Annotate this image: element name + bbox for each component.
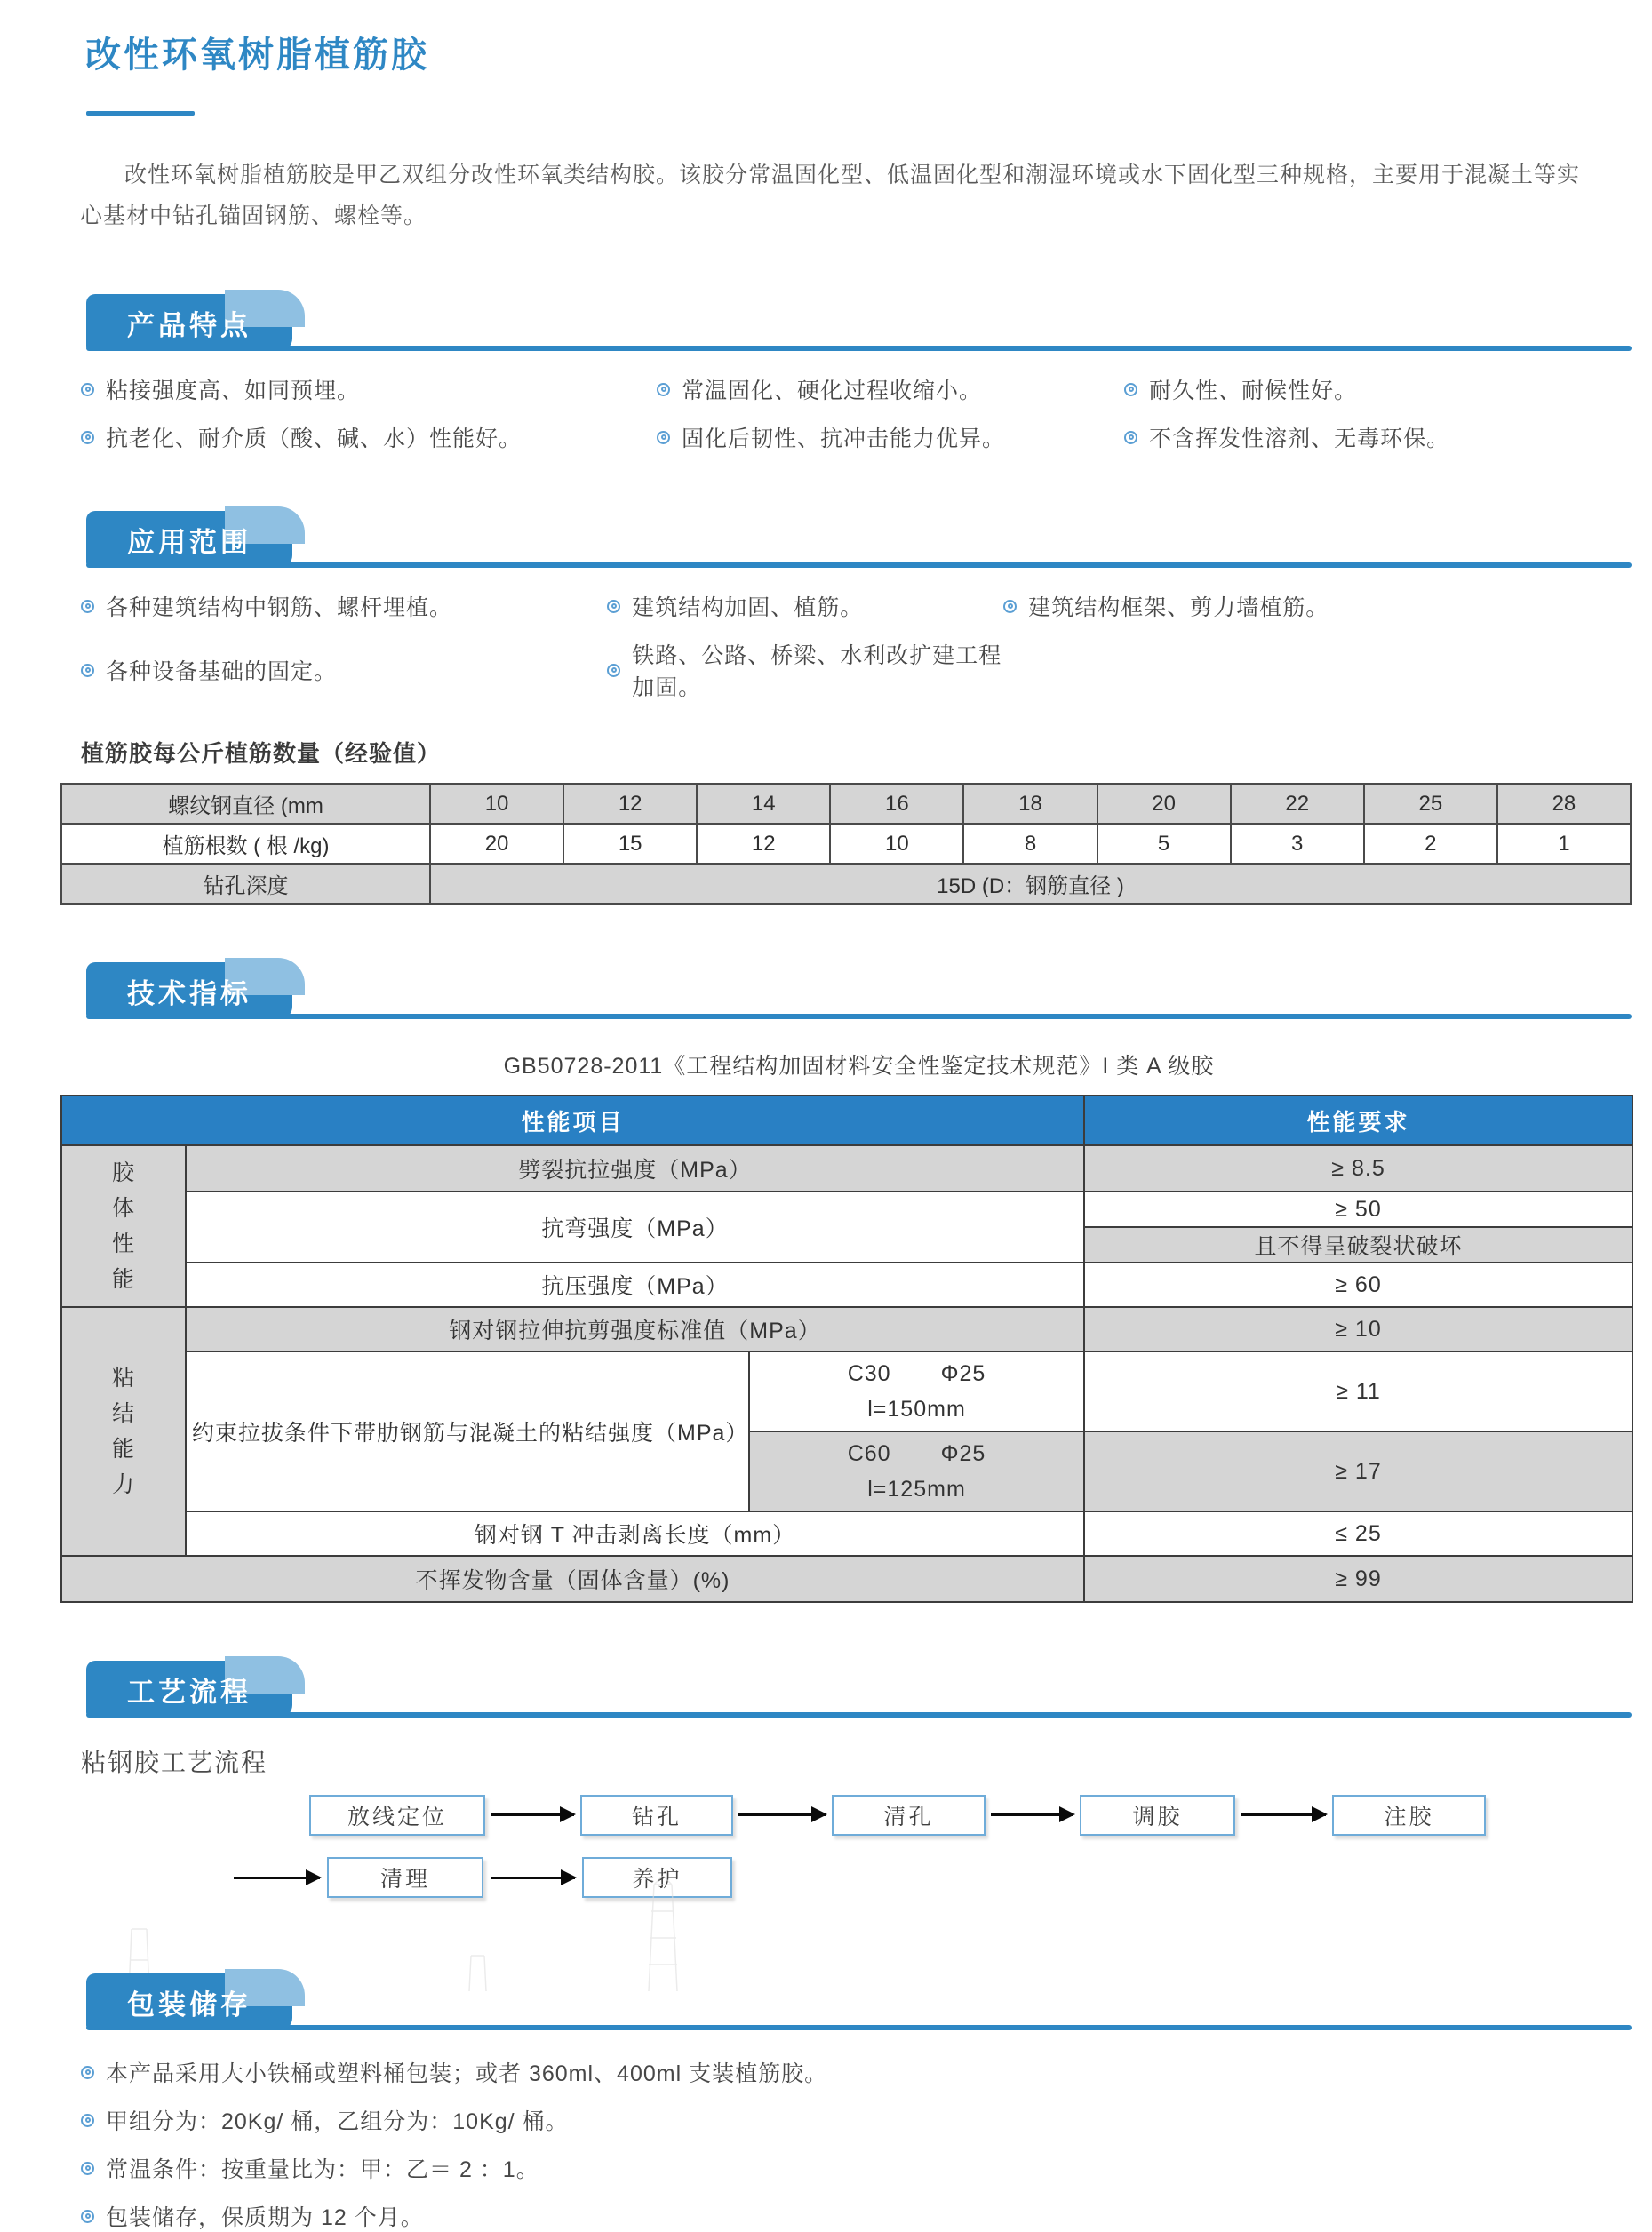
flow-step-box: 清理	[327, 1857, 483, 1898]
cell: 3	[1231, 824, 1364, 864]
packaging-text: 本产品采用大小铁桶或塑料桶包装；或者 360ml、400ml 支装植筋胶。	[106, 2061, 828, 2086]
ring-bullet-icon	[607, 600, 620, 613]
application-item	[1003, 590, 1629, 622]
page-title: 改性环氧树脂植筋胶	[85, 36, 429, 75]
packaging-badge	[86, 1973, 292, 2030]
packaging-item	[81, 2104, 1629, 2136]
cell: 16	[830, 784, 963, 824]
requirement-value: ≥ 50	[1084, 1192, 1632, 1227]
ring-bullet-icon	[81, 600, 94, 613]
specs-row	[61, 1307, 1632, 1351]
ring-bullet-icon	[657, 431, 670, 444]
row-label: 植筋根数 ( 根 /kg)	[61, 824, 430, 864]
packaging-text: 甲组分为：20Kg/ 桶，乙组分为：10Kg/ 桶。	[106, 2109, 569, 2134]
cell: 15	[563, 824, 697, 864]
cell: 25	[1364, 784, 1497, 824]
specs-header-row	[61, 1096, 1632, 1145]
packaging-item	[81, 2152, 1629, 2184]
requirement-value: ≥ 60	[1084, 1263, 1632, 1307]
application-item	[607, 638, 1003, 702]
property-name: 劈裂抗拉强度（MPa）	[186, 1145, 1084, 1192]
requirement-value: 且不得呈破裂状破坏	[1084, 1227, 1632, 1263]
requirement-value: ≥ 11	[1084, 1351, 1632, 1431]
ring-bullet-icon	[81, 664, 94, 677]
feature-text: 不含挥发性溶剂、无毒环保。	[1149, 426, 1450, 451]
standard-note: GB50728-2011《工程结构加固材料安全性鉴定技术规范》I 类 A 级胶	[503, 1054, 1215, 1079]
flow-step-box: 清孔	[832, 1795, 986, 1836]
right-arrow-icon	[491, 1814, 574, 1816]
property-name: 钢对钢拉伸抗剪强度标准值（MPa）	[186, 1307, 1084, 1351]
applications-badge	[86, 511, 292, 568]
col-header-item: 性能项目	[61, 1096, 1084, 1145]
packaging-item	[81, 2200, 1629, 2232]
cell: 18	[963, 784, 1097, 824]
flow-step-box: 调胶	[1080, 1795, 1235, 1836]
process-badge	[86, 1661, 292, 1718]
features-list	[81, 373, 1629, 453]
section-header-applications	[86, 508, 1632, 565]
feature-text: 固化后韧性、抗冲击能力优异。	[682, 426, 1006, 451]
feature-item	[1124, 373, 1629, 405]
flow-step-box: 放线定位	[309, 1795, 485, 1836]
property-name: 钢对钢 T 冲击剥离长度（mm）	[186, 1511, 1084, 1556]
cell: 20	[1097, 784, 1231, 824]
group-label: 胶体性能	[61, 1145, 186, 1307]
table-row	[61, 824, 1631, 864]
property-name: 不挥发物含量（固体含量）(%)	[61, 1556, 1084, 1602]
property-name: 抗弯强度（MPa）	[186, 1192, 1084, 1263]
right-arrow-icon	[1241, 1814, 1326, 1816]
packaging-text: 包装储存，保质期为 12 个月。	[106, 2205, 424, 2230]
applications-badge-label: 应用范围	[127, 526, 251, 558]
application-text: 各种建筑结构中钢筋、螺杆埋植。	[106, 595, 453, 620]
specs-table	[60, 1095, 1633, 1603]
feature-text: 抗老化、耐介质（酸、碱、水）性能好。	[106, 426, 523, 451]
specs-row	[61, 1351, 1632, 1431]
embed-length: l=150mm	[867, 1397, 966, 1422]
flow-step-box: 养护	[582, 1857, 732, 1898]
specs-row	[61, 1556, 1632, 1602]
cell: 12	[563, 784, 697, 824]
feature-text: 耐久性、耐候性好。	[1149, 379, 1358, 403]
applications-list	[81, 590, 1629, 702]
feature-item	[657, 421, 1124, 453]
features-badge	[86, 294, 292, 351]
feature-item	[81, 373, 657, 405]
requirement-value: ≥ 17	[1084, 1431, 1632, 1511]
cell: 14	[697, 784, 830, 824]
title-underline	[86, 111, 195, 116]
cell: 12	[697, 824, 830, 864]
feature-item	[657, 373, 1124, 405]
features-badge-label: 产品特点	[127, 309, 251, 341]
section-header-process	[86, 1658, 1632, 1715]
feature-item	[1124, 421, 1629, 453]
packaging-badge-label: 包装储存	[127, 1989, 251, 2021]
specs-row	[61, 1145, 1632, 1192]
col-header-requirement: 性能要求	[1084, 1096, 1632, 1145]
ring-bullet-icon	[1003, 600, 1017, 613]
application-item	[607, 590, 1003, 622]
cell: 20	[430, 824, 563, 864]
section-header-specs	[86, 960, 1632, 1016]
property-name: 约束拉拔条件下带肋钢筋与混凝土的粘结强度（MPa）	[186, 1351, 749, 1511]
concrete-grade: C30	[847, 1361, 891, 1386]
ring-bullet-icon	[657, 383, 670, 396]
ring-bullet-icon	[81, 2210, 94, 2223]
feature-text: 粘接强度高、如同预埋。	[106, 379, 361, 403]
cell: 28	[1497, 784, 1631, 824]
test-condition	[749, 1351, 1084, 1431]
feature-item	[81, 421, 657, 453]
ring-bullet-icon	[81, 431, 94, 444]
group-label: 粘结能力	[61, 1307, 186, 1556]
cell: 10	[430, 784, 563, 824]
ring-bullet-icon	[81, 2066, 94, 2079]
table-row	[61, 864, 1631, 904]
requirement-value: ≤ 25	[1084, 1511, 1632, 1556]
process-subtitle: 粘钢胶工艺流程	[81, 1749, 268, 1776]
application-text: 建筑结构加固、植筋。	[632, 595, 864, 620]
rebar-count-table	[60, 783, 1632, 905]
application-item	[81, 590, 607, 622]
row-label: 螺纹钢直径 (mm	[61, 784, 430, 824]
rebar-diameter: Φ25	[940, 1441, 986, 1466]
depth-value: 15D (D：钢筋直径 )	[430, 864, 1631, 904]
rebar-diameter: Φ25	[940, 1361, 986, 1386]
property-name: 抗压强度（MPa）	[186, 1263, 1084, 1307]
table-row	[61, 784, 1631, 824]
specs-row	[61, 1192, 1632, 1227]
ring-bullet-icon	[1124, 383, 1137, 396]
test-condition	[749, 1431, 1084, 1511]
intro-paragraph: 改性环氧树脂植筋胶是甲乙双组分改性环氧类结构胶。该胶分常温固化型、低温固化型和潮湿环境或水下固化型三种规格，主要用于混凝土等实心基材中钻孔锚固钢筋、螺栓等。	[80, 163, 1581, 228]
right-arrow-icon	[738, 1814, 826, 1816]
right-arrow-icon	[991, 1814, 1073, 1816]
application-item	[81, 638, 607, 702]
packaging-item	[81, 2056, 1629, 2088]
section-header-features	[86, 291, 1632, 348]
specs-badge-label: 技术指标	[127, 977, 251, 1009]
cell: 5	[1097, 824, 1231, 864]
ring-bullet-icon	[1124, 431, 1137, 444]
row-label: 钻孔深度	[61, 864, 430, 904]
cell: 2	[1364, 824, 1497, 864]
ring-bullet-icon	[607, 664, 620, 677]
requirement-value: ≥ 8.5	[1084, 1145, 1632, 1192]
application-text: 建筑结构框架、剪力墙植筋。	[1028, 595, 1329, 620]
requirement-value: ≥ 10	[1084, 1307, 1632, 1351]
embed-length: l=125mm	[867, 1477, 966, 1502]
feature-text: 常温固化、硬化过程收缩小。	[682, 379, 983, 403]
ring-bullet-icon	[81, 2162, 94, 2175]
specs-badge	[86, 962, 292, 1019]
packaging-text: 常温条件：按重量比为：甲：乙＝ 2 ：1。	[106, 2157, 539, 2182]
cell: 8	[963, 824, 1097, 864]
cell: 1	[1497, 824, 1631, 864]
flow-step-box: 钻孔	[580, 1795, 733, 1836]
requirement-value: ≥ 99	[1084, 1556, 1632, 1602]
process-badge-label: 工艺流程	[127, 1676, 251, 1708]
flow-step-box: 注胶	[1332, 1795, 1486, 1836]
specs-row	[61, 1263, 1632, 1307]
anchor-table-caption: 植筋胶每公斤植筋数量（经验值）	[81, 740, 442, 767]
cell: 10	[830, 824, 963, 864]
ring-bullet-icon	[81, 2114, 94, 2127]
ring-bullet-icon	[81, 383, 94, 396]
application-text: 各种设备基础的固定。	[106, 659, 338, 684]
packaging-list	[81, 2056, 1629, 2232]
cell: 22	[1231, 784, 1364, 824]
application-text: 铁路、公路、桥梁、水利改扩建工程加固。	[632, 643, 1002, 700]
concrete-grade: C60	[847, 1441, 891, 1466]
specs-row	[61, 1511, 1632, 1556]
